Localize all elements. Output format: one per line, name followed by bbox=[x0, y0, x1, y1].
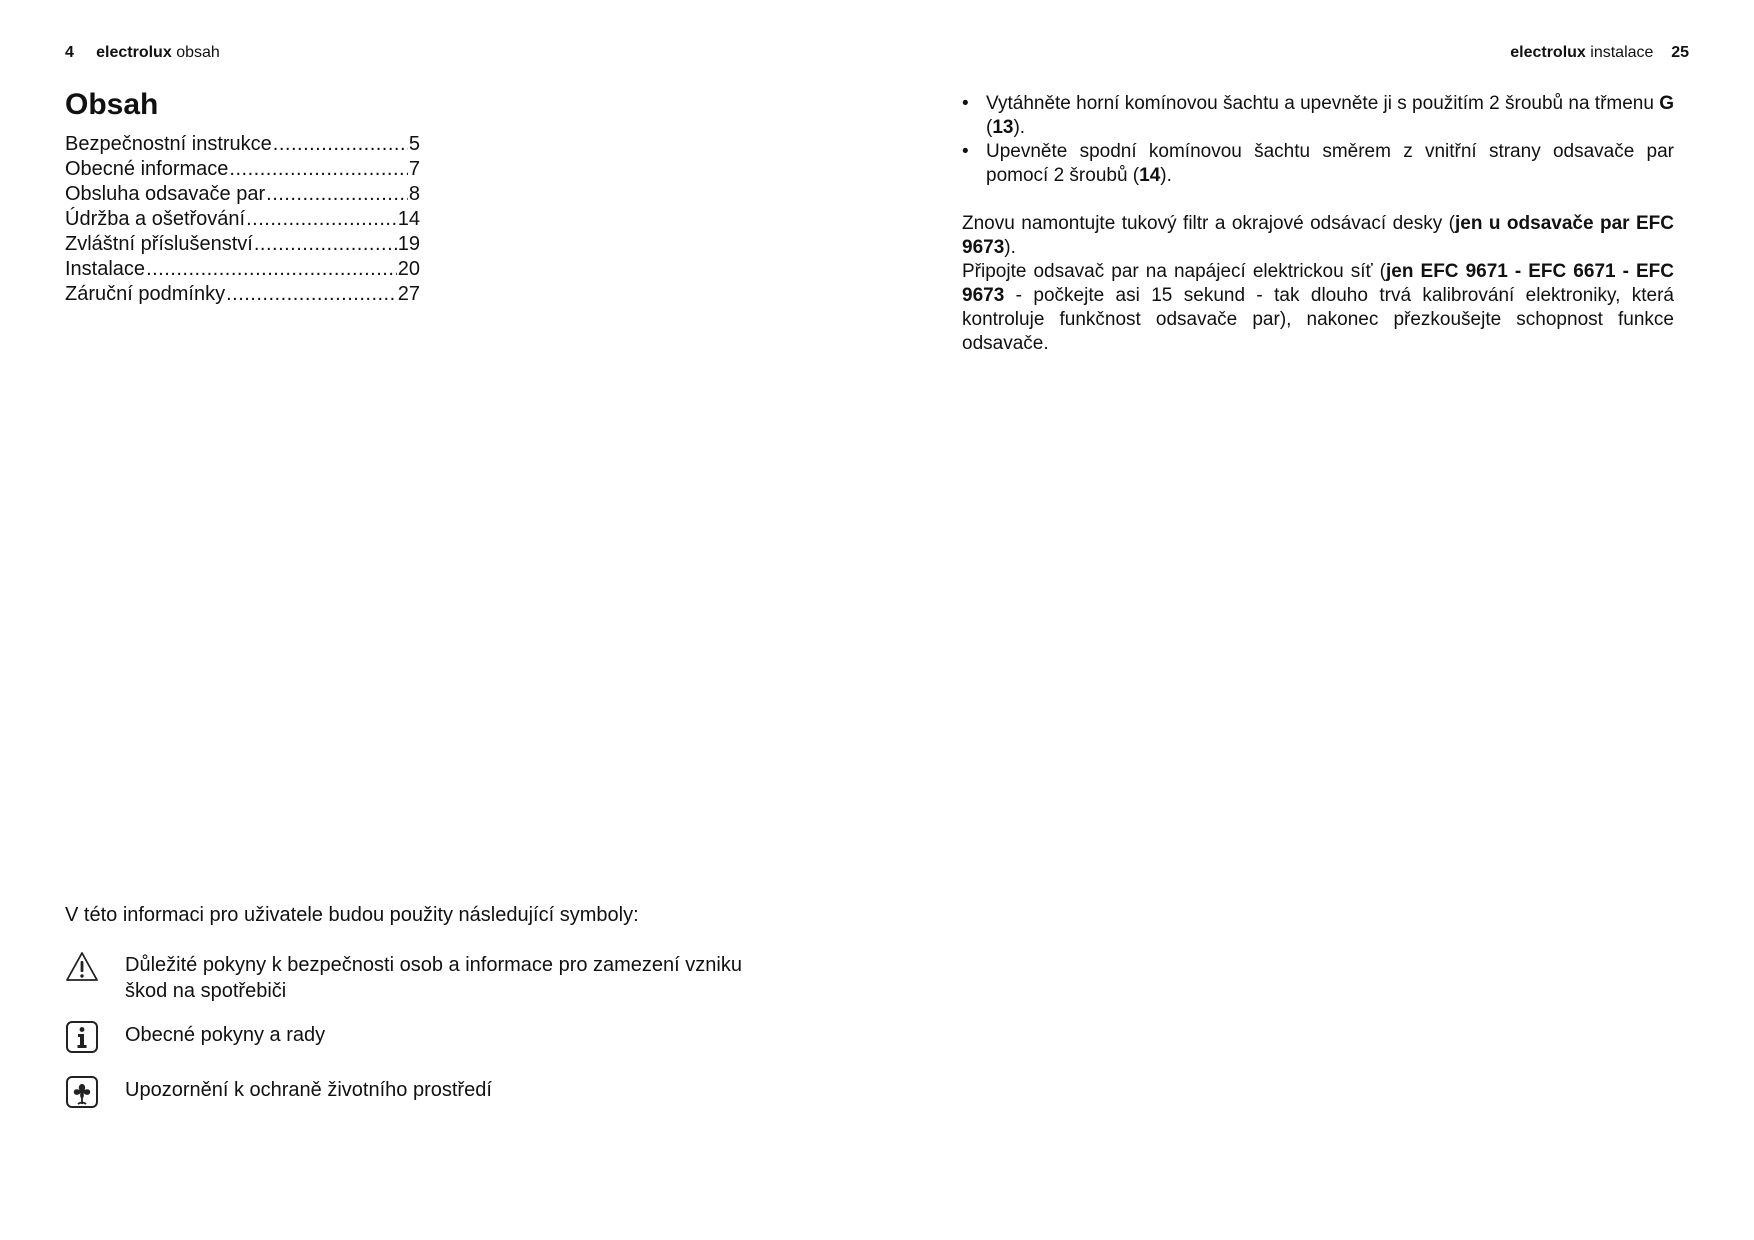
toc-entry[interactable] bbox=[65, 208, 420, 233]
table-of-contents bbox=[65, 133, 420, 308]
text-run: ). bbox=[1160, 165, 1172, 186]
toc-entry[interactable] bbox=[65, 258, 420, 283]
bold-text-run: jen u odsavače par EFC 9673 bbox=[962, 213, 1674, 258]
toc-entry-label: Zvláštní příslušenství bbox=[65, 233, 253, 255]
instruction-paragraph bbox=[962, 212, 1674, 260]
toc-entry[interactable] bbox=[65, 158, 420, 183]
instruction-item bbox=[962, 92, 1674, 140]
section-name: obsah bbox=[176, 44, 220, 61]
toc-entry-page: 8 bbox=[408, 183, 420, 205]
toc-entry-label: Instalace bbox=[65, 258, 146, 280]
text-run: - počkejte asi 15 sekund - tak dlouho trvá kalibrování elektroniky, která kontroluje funkčnost odsavače par), nakonec přezkoušejte schopnost funkce odsavače. bbox=[962, 285, 1674, 354]
text-run: Připojte odsavač par na napájecí elektrickou síť ( bbox=[962, 261, 1387, 282]
text-run: ( bbox=[986, 117, 993, 138]
brand-name: electrolux bbox=[1510, 44, 1586, 61]
text-run: Vytáhněte horní komínovou šachtu a upevněte ji s použitím 2 šroubů na třmenu bbox=[986, 93, 1660, 114]
toc-entry-page: 14 bbox=[397, 208, 420, 230]
symbol-description: Obecné pokyny a rady bbox=[125, 1024, 326, 1046]
right-page-header bbox=[1510, 44, 1689, 62]
toc-entry-label: Bezpečnostní instrukce bbox=[65, 133, 272, 155]
toc-entry[interactable] bbox=[65, 283, 420, 308]
bold-text-run: G bbox=[1659, 93, 1674, 114]
warning-triangle-icon bbox=[65, 950, 99, 984]
toc-entry-page: 27 bbox=[397, 283, 420, 305]
symbol-description: Upozornění k ochraně životního prostředí bbox=[125, 1079, 492, 1101]
toc-leader-dots bbox=[229, 158, 407, 181]
info-icon bbox=[65, 1020, 99, 1054]
text-run: ). bbox=[1013, 117, 1026, 138]
toc-entry-label: Záruční podmínky bbox=[65, 283, 226, 305]
instruction-item bbox=[962, 140, 1674, 188]
toc-entry-page: 7 bbox=[408, 158, 420, 180]
symbol-description: Důležité pokyny k bezpečnosti osob a informace pro zamezení vzniku škod na spotřebiči bbox=[125, 954, 742, 1002]
toc-entry-page: 20 bbox=[397, 258, 420, 280]
bold-text-run: jen EFC 9671 - EFC 6671 - EFC 9673 bbox=[962, 261, 1674, 306]
page-title: Obsah bbox=[65, 88, 159, 121]
right-page bbox=[877, 0, 1754, 1240]
toc-leader-dots bbox=[254, 233, 397, 256]
text-run: Znovu namontujte tukový filtr a okrajové odsávací desky ( bbox=[962, 213, 1455, 234]
toc-entry[interactable] bbox=[65, 183, 420, 208]
left-page-header bbox=[65, 44, 220, 62]
toc-leader-dots bbox=[266, 183, 408, 206]
environment-icon bbox=[65, 1075, 99, 1109]
toc-entry-label: Údržba a ošetřování bbox=[65, 208, 246, 230]
instruction-paragraph bbox=[962, 260, 1674, 356]
toc-leader-dots bbox=[246, 208, 397, 231]
toc-leader-dots bbox=[146, 258, 397, 281]
toc-entry[interactable] bbox=[65, 133, 420, 158]
symbols-intro: V této informaci pro uživatele budou použity následující symboly: bbox=[65, 904, 639, 926]
text-run: Upevněte spodní komínovou šachtu směrem z vnitřní strany odsavače par pomocí 2 šroubů ( bbox=[986, 141, 1674, 186]
page-number: 4 bbox=[65, 44, 74, 61]
bold-text-run: 13 bbox=[992, 117, 1014, 138]
brand-name: electrolux bbox=[96, 44, 172, 61]
bold-text-run: 14 bbox=[1139, 165, 1161, 186]
page-number: 25 bbox=[1671, 44, 1689, 61]
toc-entry-label: Obsluha odsavače par bbox=[65, 183, 266, 205]
toc-entry[interactable] bbox=[65, 233, 420, 258]
toc-entry-page: 5 bbox=[408, 133, 420, 155]
toc-entry-label: Obecné informace bbox=[65, 158, 229, 180]
toc-leader-dots bbox=[226, 283, 397, 306]
toc-entry-page: 19 bbox=[397, 233, 420, 255]
text-run: ). bbox=[1004, 237, 1016, 258]
section-name: instalace bbox=[1590, 44, 1654, 61]
toc-leader-dots bbox=[273, 133, 408, 156]
instruction-list bbox=[962, 92, 1674, 188]
